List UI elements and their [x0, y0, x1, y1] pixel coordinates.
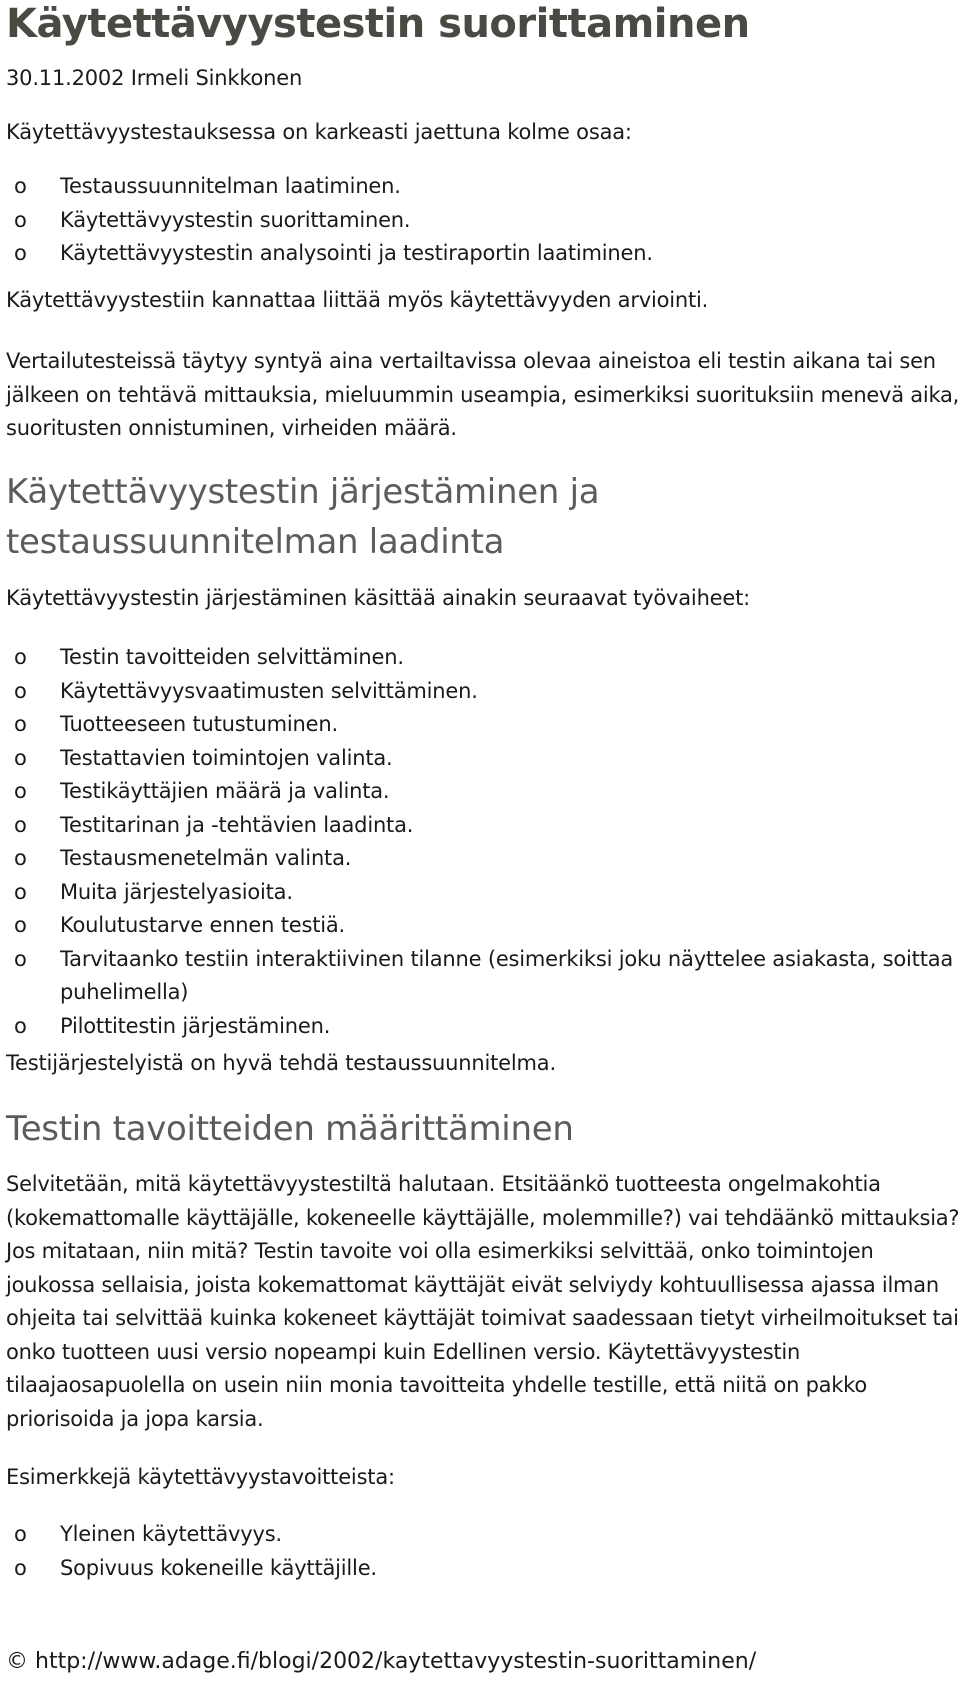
intro-after-text: Käytettävyystestiin kannattaa liittää myös käytettävyyden arviointi. [6, 288, 709, 312]
section-intro-text: Käytettävyystestin järjestäminen käsittää ainakin seuraavat työvaiheet: [6, 586, 751, 610]
section-heading-organizing: Käytettävyystestin järjestäminen ja testaussuunnitelman laadinta [6, 472, 600, 562]
bullet-icon: o [14, 1522, 27, 1546]
section-heading-goals: Testin tavoitteiden määrittäminen [6, 1109, 574, 1149]
bullet-icon: o [14, 645, 27, 669]
work-phase-list [6, 641, 956, 1043]
section-after-text: Testijärjestelyistä on hyvä tehdä testaussuunnitelma. [6, 1051, 556, 1075]
list-item: o Tuotteeseen tutustuminen. [6, 708, 956, 742]
bullet-icon: o [14, 812, 27, 837]
list-item: o Pilottitestin järjestäminen. [6, 1010, 956, 1044]
document-title: Käytettävyystestin suorittaminen [6, 1, 750, 47]
list-item: o Koulutustarve ennen testiä. [6, 909, 956, 943]
footer [6, 1645, 756, 1679]
copyright-icon: © [6, 1649, 28, 1674]
bullet-icon: o [14, 174, 27, 198]
bullet-icon: o [14, 1555, 27, 1580]
comparison-paragraph: Vertailutesteissä täytyy syntyä aina vertailtavissa olevaa aineistoa eli testin aikana tai sen jälkeen on tehtävä mittauksia, mieluummin useampia, esimerkiksi suorituksiin menevä aika, suoritusten onnistuminen, virheiden määrä. [6, 349, 960, 440]
bullet-icon: o [14, 207, 27, 232]
bullet-icon: o [14, 745, 27, 770]
list-item: o Tarvitaanko testiin interaktiivinen tilanne (esimerkiksi joku näyttelee asiakasta, soittaa puhelimella) [6, 943, 956, 1010]
intro-list [6, 170, 956, 271]
examples-list [6, 1518, 956, 1585]
document-meta: 30.11.2002 Irmeli Sinkkonen [6, 66, 303, 90]
list-item: o Käytettävyystestin suorittaminen. [6, 204, 956, 238]
list-item: o Testaussuunnitelman laatiminen. [6, 170, 956, 204]
bullet-icon: o [14, 913, 27, 937]
list-item: o Käytettävyysvaatimusten selvittäminen. [6, 675, 956, 709]
list-item: o Testikäyttäjien määrä ja valinta. [6, 775, 956, 809]
list-item: o Käytettävyystestin analysointi ja testiraportin laatiminen. [6, 237, 956, 271]
list-item: o Yleinen käytettävyys. [6, 1518, 956, 1552]
bullet-icon: o [14, 779, 27, 803]
bullet-icon: o [14, 1013, 27, 1038]
list-item: o Testattavien toimintojen valinta. [6, 742, 956, 776]
bullet-icon: o [14, 946, 27, 971]
source-link[interactable]: http://www.adage.fi/blogi/2002/kaytettavyystestin-suorittaminen/ [35, 1649, 757, 1674]
goals-paragraph: Selvitetään, mitä käytettävyystestiltä halutaan. Etsitäänkö tuotteesta ongelmakohtia (kokemattomalle käyttäjälle, kokeneelle käyttäjälle, molemmille?) vai tehdäänkö mittauksia? Jos mitataan, niin mitä? Testin tavoite voi olla esimerkiksi selvittää, onko toimintojen joukossa sellaisia, joista kokemattomat käyttäjät eivät selviydy kohtuullisessa ajassa ilman ohjeita tai selvittää kuinka kokeneet käyttäjät toimivat saadessaan tietyt virheilmoitukset tai onko tuotteen uusi versio nopeampi kuin Edellinen versio. Käytettävyystestin tilaajaosapuolella on usein niin monia tavoitteita yhdelle testille, että niitä on pakko priorisoida ja jopa karsia. [6, 1172, 960, 1431]
bullet-icon: o [14, 879, 27, 904]
list-item: o Testausmenetelmän valinta. [6, 842, 956, 876]
intro-text: Käytettävyystestauksessa on karkeasti jaettuna kolme osaa: [6, 120, 632, 144]
list-item: o Sopivuus kokeneille käyttäjille. [6, 1552, 956, 1586]
bullet-icon: o [14, 846, 27, 870]
examples-intro-text: Esimerkkejä käytettävyystavoitteista: [6, 1465, 395, 1489]
list-item: o Testitarinan ja -tehtävien laadinta. [6, 809, 956, 843]
bullet-icon: o [14, 241, 27, 265]
list-item: o Muita järjestelyasioita. [6, 876, 956, 910]
bullet-icon: o [14, 712, 27, 736]
bullet-icon: o [14, 678, 27, 703]
list-item: o Testin tavoitteiden selvittäminen. [6, 641, 956, 675]
